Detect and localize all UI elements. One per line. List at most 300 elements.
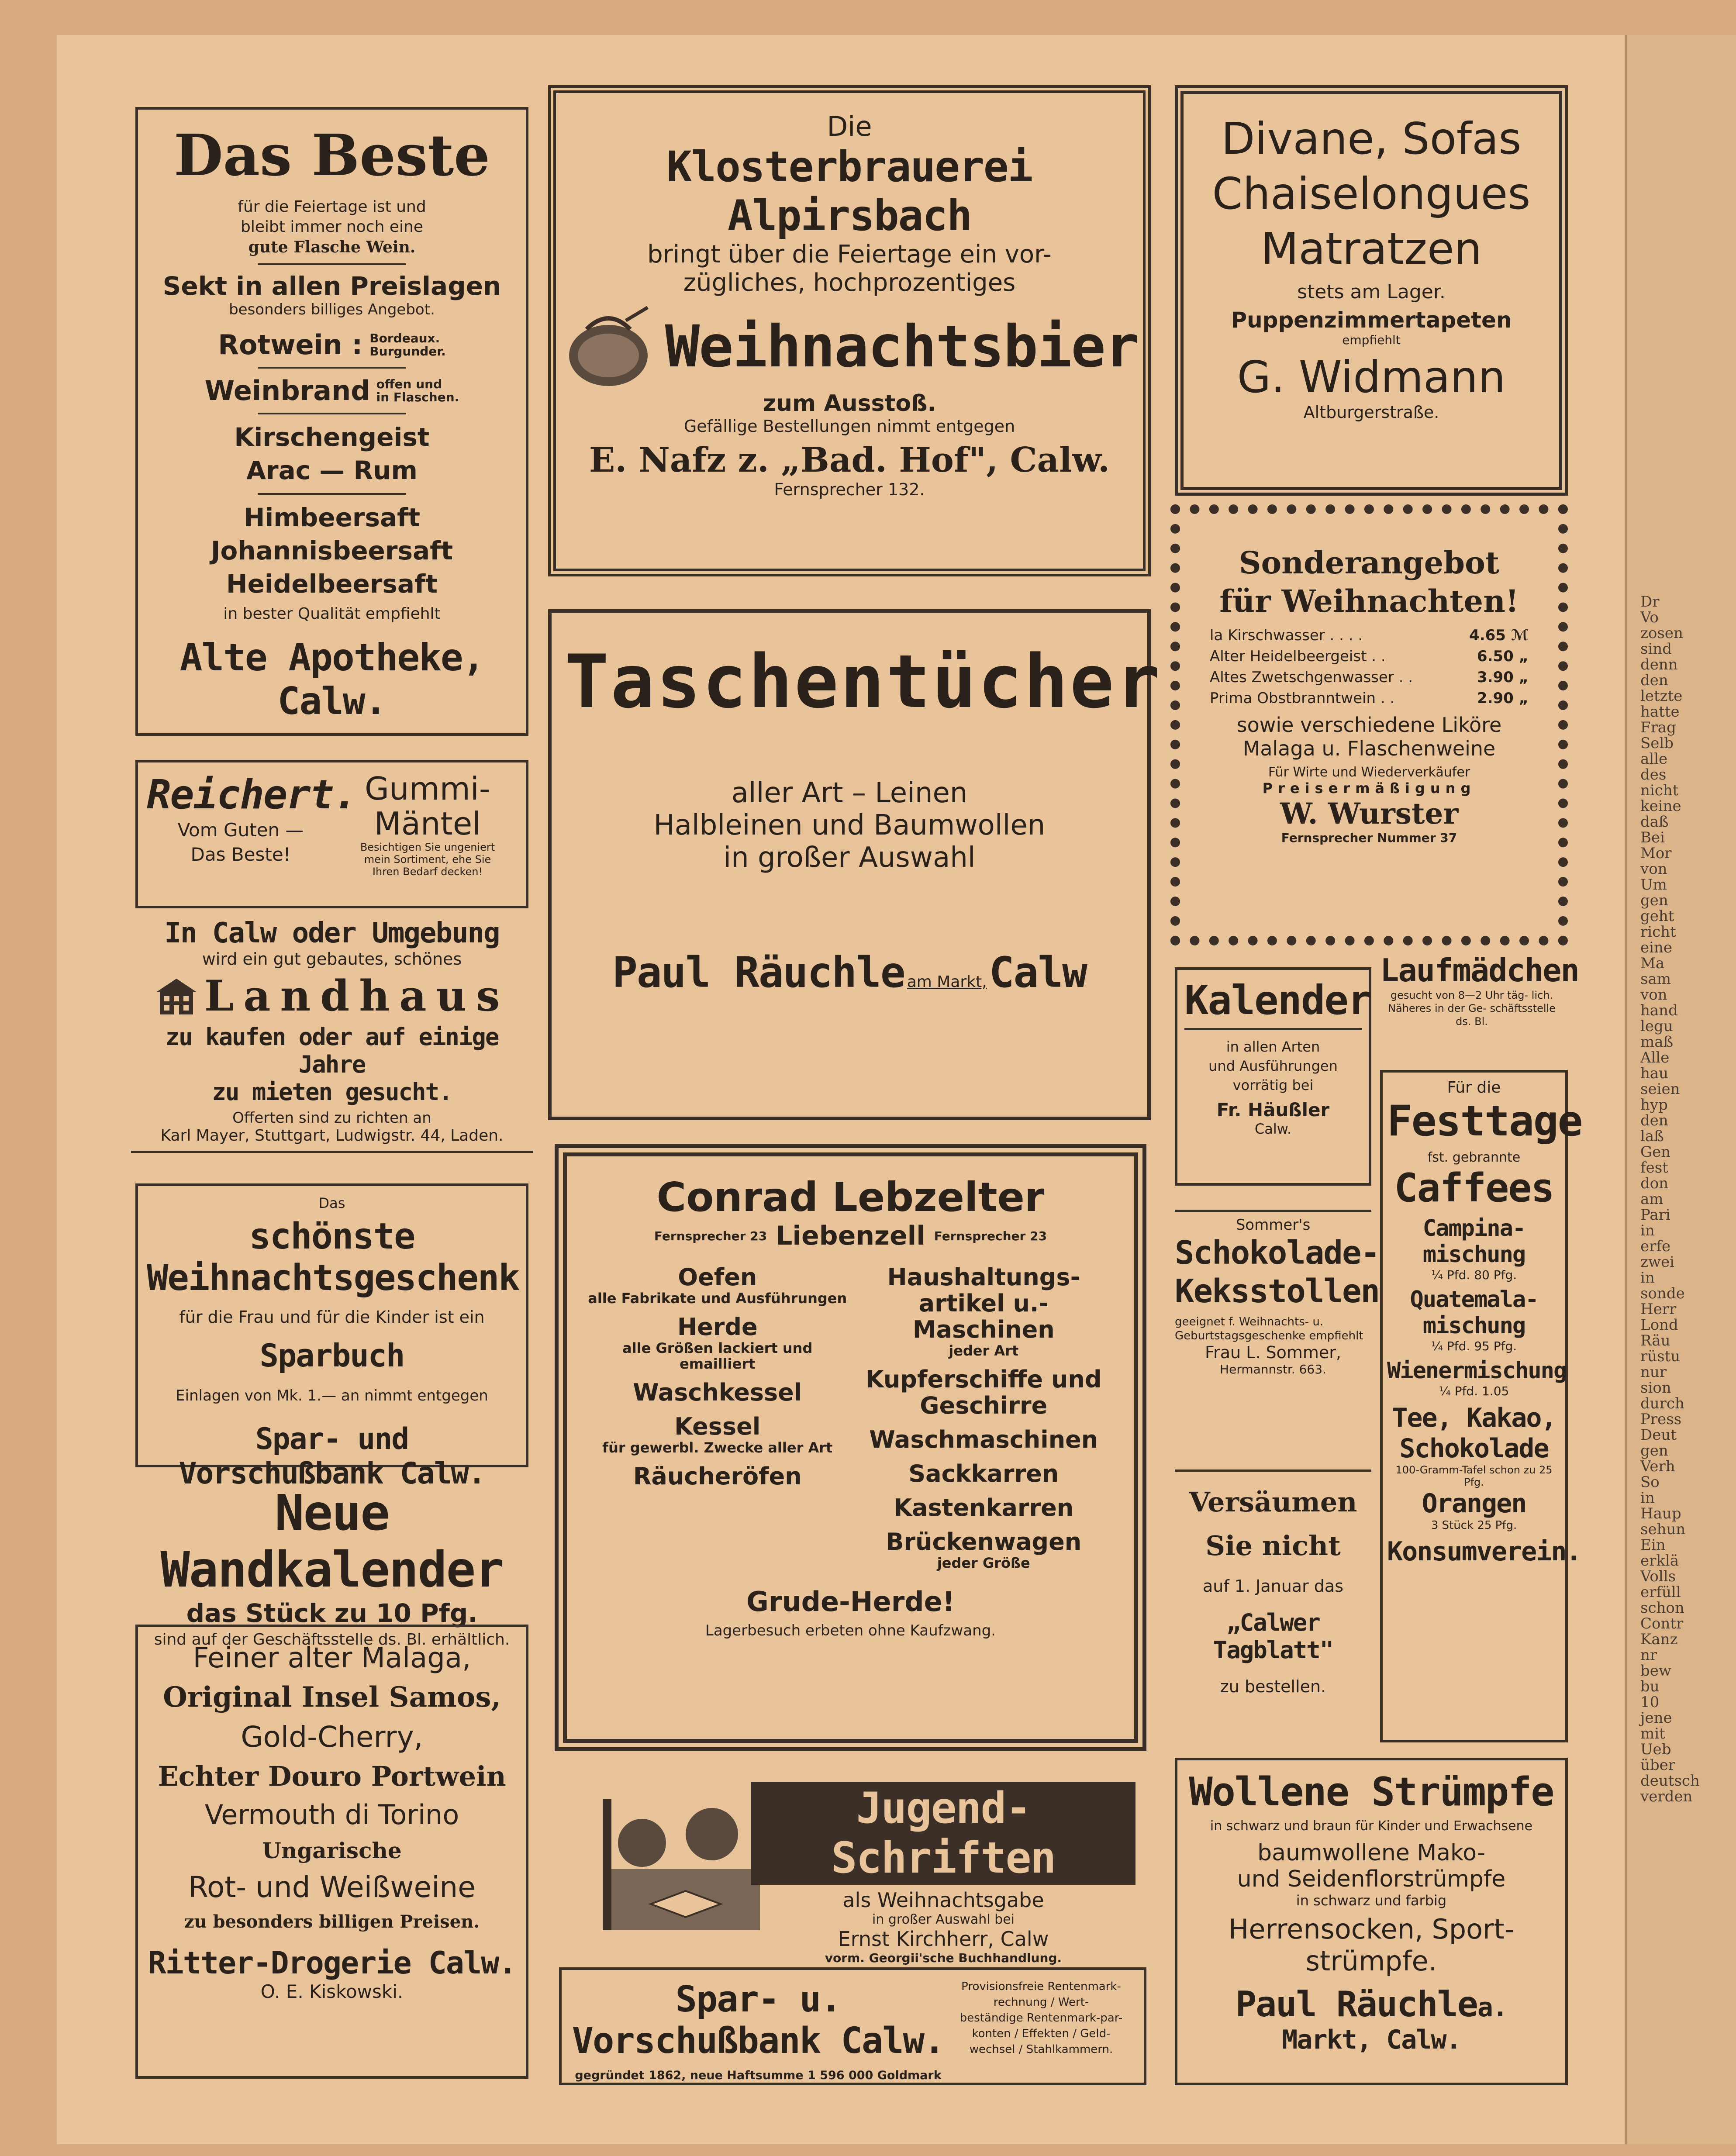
sonder-item-price: 2.90 „ xyxy=(1477,690,1529,707)
divane-l3: empfiehlt xyxy=(1342,333,1401,347)
jugend-l2: in großer Auswahl bei xyxy=(872,1912,1015,1927)
sonder-phone: Fernsprecher Nummer 37 xyxy=(1281,831,1457,845)
rotwein-sub-line: Bordeaux. xyxy=(369,331,440,345)
sommer-title xyxy=(1175,1234,1380,1311)
sparbuch-item: Sparbuch xyxy=(259,1337,404,1374)
lebzelter-item-sub: alle Größen lackiert und emailliert xyxy=(622,1340,813,1372)
kalender-title: Kalender xyxy=(1184,977,1362,1030)
jugend-shop: Ernst Kirchherr, Calw xyxy=(838,1927,1049,1951)
sonder-item xyxy=(1210,667,1529,688)
edge-fragment: nicht xyxy=(1640,782,1679,799)
kloster-l4: Gefällige Bestellungen nimmt entgegen xyxy=(683,417,1015,436)
saefte xyxy=(147,501,517,600)
lebzelter-item-head: Kessel xyxy=(674,1413,761,1440)
sonder-item-name: Altes Zwetschgenwasser . . xyxy=(1210,669,1413,686)
fest-orangen: Orangen xyxy=(1422,1488,1526,1519)
weinbrand-sub xyxy=(376,378,459,404)
lebzelter-item xyxy=(584,1314,851,1372)
sonder-price-list xyxy=(1210,625,1529,709)
divane-line: Matratzen xyxy=(1261,223,1482,274)
sonder-item-price: 4.65 ℳ xyxy=(1469,627,1529,644)
edge-fragment: rüstu xyxy=(1640,1348,1681,1365)
lebzelter-item-head: Sackkarren xyxy=(908,1460,1059,1487)
rotwein-label: Rotwein : xyxy=(218,329,363,361)
landhaus-title-row xyxy=(131,971,533,1021)
sparbank-right xyxy=(947,1979,1135,2082)
edge-fragment: in xyxy=(1640,1269,1655,1287)
malaga-line: Echter Douro Portwein xyxy=(158,1760,506,1792)
edge-fragment: Ein xyxy=(1640,1536,1666,1554)
fest-coffee-list xyxy=(1387,1215,1567,1398)
sonder-item-name: la Kirschwasser . . . . xyxy=(1210,627,1363,644)
reichert-left xyxy=(147,771,357,878)
sparbuch-top: Das xyxy=(318,1195,345,1211)
lebzelter-name: Conrad Lebzelter xyxy=(656,1174,1045,1221)
quality-line: in bester Qualität empfiehlt xyxy=(223,605,441,623)
coffee-item xyxy=(1387,1358,1567,1398)
coffee-price: ¼ Pfd. 95 Pfg. xyxy=(1431,1339,1517,1353)
coffee-item xyxy=(1387,1287,1561,1353)
sonder-l3: Für Wirte und Wiederverkäufer xyxy=(1268,765,1470,780)
reichert-slogan xyxy=(147,818,335,867)
edge-fragment: Haup xyxy=(1640,1505,1681,1522)
sonder-item xyxy=(1210,688,1529,709)
lebzelter-item xyxy=(851,1461,1117,1487)
sonder-title-line: Sonderangebot xyxy=(1239,545,1500,581)
jugend-title: Jugend-Schriften xyxy=(751,1782,1135,1885)
lebzelter-item-head: Räucheröfen xyxy=(633,1463,802,1490)
coffee-name: Wienermischung xyxy=(1387,1358,1567,1384)
lebzelter-item xyxy=(584,1380,851,1406)
ad-sonderangebot xyxy=(1170,504,1568,945)
kloster-l1: bringt über die Feiertage ein vor- xyxy=(647,240,1052,269)
kloster-beer: Weihnachtsbier xyxy=(665,313,1139,380)
lebzelter-item-sub: jeder Größe xyxy=(937,1555,1030,1571)
edge-fragment: Um xyxy=(1640,876,1667,893)
lebzelter-item-sub: jeder Art xyxy=(949,1342,1019,1359)
lebzelter-item-head: Brückenwagen xyxy=(886,1528,1082,1556)
ad-festtage xyxy=(1380,1070,1582,1742)
lebzelter-item-sub: alle Fabrikate und Ausführungen xyxy=(588,1290,847,1307)
landhaus-l4: zu mieten gesucht. xyxy=(212,1078,452,1106)
lebzelter-visit: Lagerbesuch erbeten ohne Kaufzwang. xyxy=(705,1622,996,1639)
edge-fragment: seien xyxy=(1640,1080,1680,1098)
rotwein-row xyxy=(147,329,517,361)
reichert-product xyxy=(338,771,517,841)
versaeumen-line: Sie nicht xyxy=(1205,1530,1341,1562)
edge-fragment: von xyxy=(1640,860,1667,878)
spirits xyxy=(147,421,517,487)
sommer-street: Hermannstr. 663. xyxy=(1220,1362,1326,1376)
lebzelter-item-head: Oefen xyxy=(678,1263,757,1291)
children-reading-icon xyxy=(594,1782,777,1943)
sparbank-note-line: rechnung / Wert- xyxy=(993,1996,1089,2009)
fest-title: Festtage xyxy=(1387,1097,1582,1145)
reichert-note xyxy=(338,841,517,878)
versaeumen-l2: zu bestellen. xyxy=(1220,1677,1326,1696)
tuecher-shop: Paul Räuchle xyxy=(612,948,905,997)
coffee-price: ¼ Pfd. 1.05 xyxy=(1439,1384,1509,1398)
product-line: Gummi- xyxy=(365,770,490,807)
landhaus-l3: zu kaufen oder auf einige Jahre xyxy=(165,1023,499,1078)
wandkalender-title: Neue Wandkalender xyxy=(160,1485,504,1598)
sparbuch-title: schönste Weihnachtsgeschenk xyxy=(147,1216,519,1299)
sparbuch-sub: für die Frau und für die Kinder ist ein xyxy=(179,1307,485,1327)
divane-lines xyxy=(1192,111,1550,276)
edge-fragment: laß xyxy=(1640,1128,1664,1145)
apotheke-name: Alte Apotheke, Calw. xyxy=(179,636,484,723)
malaga-line: zu besonders billigen Preisen. xyxy=(184,1911,480,1932)
ad-sparbank xyxy=(559,1967,1146,2085)
malaga-lines xyxy=(147,1639,517,1936)
landhaus-title: Landhaus xyxy=(204,971,510,1021)
fest-l1: fst. gebrannte xyxy=(1427,1150,1521,1165)
edge-fragment: hau xyxy=(1640,1065,1669,1082)
ad-struempfe xyxy=(1175,1758,1568,2085)
lebzelter-columns xyxy=(584,1264,1117,1579)
edge-fragment: hatte xyxy=(1640,703,1680,721)
wandkalender-note: sind auf der Geschäftsstelle ds. Bl. erhältlich. xyxy=(154,1631,510,1649)
ad-sommer xyxy=(1175,1210,1380,1472)
edge-fragment: bu xyxy=(1640,1678,1660,1695)
edge-fragment: jene xyxy=(1640,1709,1672,1727)
sommer-note: geeignet f. Weihnachts- u. Geburtstagsgeschenke empfiehlt xyxy=(1175,1315,1363,1342)
landhaus-l2: wird ein gut gebautes, schönes xyxy=(202,949,462,969)
divider xyxy=(258,413,406,414)
edge-fragment: Vo xyxy=(1640,609,1659,626)
sparbank-name: Spar- u. Vorschußbank Calw. xyxy=(572,1979,945,2062)
lebzelter-grude: Grude-Herde! xyxy=(746,1586,955,1618)
reichert-inner xyxy=(147,771,517,878)
sonder-item xyxy=(1210,646,1529,667)
lebzelter-item xyxy=(851,1366,1117,1419)
edge-fragment: den xyxy=(1640,1112,1668,1129)
struempfe-l6: strümpfe. xyxy=(1305,1945,1437,1977)
sommer-top: Sommer's xyxy=(1236,1216,1311,1234)
jugend-text xyxy=(751,1782,1135,1965)
rotwein-sub xyxy=(369,332,445,358)
sparbuch-note: Einlagen von Mk. 1.— an nimmt entgegen xyxy=(176,1387,488,1404)
lebzelter-item xyxy=(584,1264,851,1306)
edge-fragment: denn xyxy=(1640,656,1678,673)
edge-fragment: sam xyxy=(1640,970,1671,988)
slogan-line: Vom Guten — xyxy=(177,819,304,841)
sparbank-note-line: konten / Effekten / Geld- xyxy=(972,2027,1111,2040)
divane-line: Chaiselongues xyxy=(1212,168,1531,219)
divane-line: Divane, Sofas xyxy=(1221,113,1522,164)
edge-fragment: Volls xyxy=(1640,1568,1676,1585)
kloster-die: Die xyxy=(827,110,872,142)
edge-fragment: Herr xyxy=(1640,1300,1677,1318)
weinbrand-sub-line: offen und xyxy=(376,376,442,391)
sonder-item-price: 6.50 „ xyxy=(1477,648,1529,665)
edge-fragment: sehun xyxy=(1640,1521,1686,1538)
edge-fragments xyxy=(1640,594,1728,1804)
malaga-owner: O. E. Kiskowski. xyxy=(260,1981,404,2002)
kloster-title: Klosterbrauerei Alpirsbach xyxy=(666,142,1032,240)
rotwein-sub-line: Burgunder. xyxy=(369,344,446,359)
lebzelter-item-head: Kupferschiffe und Geschirre xyxy=(865,1366,1102,1419)
edge-fragment: schon xyxy=(1640,1599,1684,1617)
weinbrand-row xyxy=(147,375,517,407)
edge-fragment: gen xyxy=(1640,1442,1668,1459)
struempfe-title: Wollene Strümpfe xyxy=(1189,1769,1554,1815)
edge-fragment: legu xyxy=(1640,1018,1673,1035)
kloster-phone: Fernsprecher 132. xyxy=(774,480,925,499)
malaga-line: Gold-Cherry, xyxy=(241,1720,423,1754)
tee-line: Tee, Kakao, xyxy=(1392,1403,1556,1433)
edge-fragment: Selb xyxy=(1640,735,1674,752)
edge-fragment: gen xyxy=(1640,892,1668,909)
edge-fragment: Ma xyxy=(1640,955,1665,972)
lebzelter-item xyxy=(851,1264,1117,1359)
kalender-shop: Fr. Häußler xyxy=(1216,1099,1330,1121)
beste-title: Das Beste xyxy=(174,122,490,189)
edge-fragment: Lond xyxy=(1640,1316,1678,1334)
sommer-title-line: Keksstollen xyxy=(1175,1273,1380,1310)
edge-fragment: über xyxy=(1640,1756,1676,1774)
sparbuch-bank: Spar- und Vorschußbank Calw. xyxy=(179,1422,485,1491)
kalender-city: Calw. xyxy=(1254,1121,1292,1137)
weinbrand-label: Weinbrand xyxy=(204,375,370,407)
fest-orangen-price: 3 Stück 25 Pfg. xyxy=(1431,1519,1517,1532)
kalender-line: vorrätig bei xyxy=(1232,1077,1314,1094)
landhaus-l1: In Calw oder Umgebung xyxy=(164,917,500,949)
intro-line: für die Feiertage ist und xyxy=(238,198,426,216)
house-icon xyxy=(155,976,198,1016)
edge-fragment: Bei xyxy=(1640,829,1665,846)
sparbank-left xyxy=(570,1979,946,2082)
sonder-l4: Preisermäßigung xyxy=(1262,780,1476,797)
divider xyxy=(258,493,406,495)
tuecher-l3: in großer Auswahl xyxy=(723,842,976,874)
ad-lebzelter xyxy=(555,1144,1146,1751)
coffee-name: Quatemala- mischung xyxy=(1410,1287,1538,1339)
edge-fragment: Pari xyxy=(1640,1206,1670,1224)
edge-fragment: Alle xyxy=(1640,1049,1670,1066)
saft-line: Heidelbeersaft xyxy=(226,569,438,599)
fest-tee xyxy=(1387,1403,1561,1464)
malaga-line: Ungarische xyxy=(262,1838,402,1863)
lebzelter-item-head: Kastenkarren xyxy=(894,1494,1074,1521)
edge-fragment: Ueb xyxy=(1640,1741,1671,1758)
kloster-shop: E. Nafz z. „Bad. Hof", Calw. xyxy=(589,440,1110,480)
versaeumen-line: Versäumen xyxy=(1189,1486,1357,1518)
saft-line: Johannisbeersaft xyxy=(211,536,453,566)
ad-landhaus xyxy=(131,917,533,1153)
wandkalender-price: das Stück zu 10 Pfg. xyxy=(186,1598,478,1628)
tuecher-l2: Halbleinen und Baumwollen xyxy=(653,809,1046,842)
lebzelter-item-head: Herde xyxy=(677,1313,758,1341)
edge-fragment: in xyxy=(1640,1222,1655,1239)
fest-coffee: Caffees xyxy=(1394,1165,1554,1211)
tee-line: Schokolade xyxy=(1399,1433,1549,1464)
divane-l2: Puppenzimmertapeten xyxy=(1231,307,1512,333)
spirit-line: Kirschengeist xyxy=(234,422,430,452)
kalender-lines xyxy=(1184,1037,1362,1095)
fest-top: Für die xyxy=(1447,1079,1501,1097)
edge-fragment: sion xyxy=(1640,1379,1671,1397)
beste-intro xyxy=(147,197,517,257)
lauf-title: Laufmädchen xyxy=(1380,952,1579,989)
tuecher-title: Taschentücher xyxy=(565,639,1162,724)
saft-line: Himbeersaft xyxy=(243,503,421,532)
lebzelter-item-sub: für gewerbl. Zwecke aller Art xyxy=(602,1439,833,1456)
edge-fragment: don xyxy=(1640,1175,1669,1192)
struempfe-shop-suffix: a. Markt, Calw. xyxy=(1282,1992,1508,2055)
edge-fragment: nr xyxy=(1640,1646,1657,1664)
lebzelter-phone-right: Fernsprecher 23 xyxy=(934,1228,1047,1243)
edge-fragment: zwei xyxy=(1640,1253,1675,1271)
malaga-line: Feiner alter Malaga, xyxy=(193,1642,471,1674)
tuecher-city: Calw xyxy=(989,948,1087,997)
edge-fragment: maß xyxy=(1640,1033,1674,1051)
struempfe-l5: Herrensocken, Sport- xyxy=(1228,1913,1515,1945)
kalender-line: und Ausführungen xyxy=(1208,1058,1338,1074)
jugend-l1: als Weihnachtsgabe xyxy=(842,1888,1044,1912)
sommer-title-line: Schokolade- xyxy=(1175,1234,1380,1272)
ad-malaga xyxy=(135,1625,528,2079)
product-line: Mäntel xyxy=(374,805,481,842)
malaga-shop: Ritter-Drogerie Calw. xyxy=(148,1945,516,1981)
struempfe-shop-row xyxy=(1186,1984,1557,2055)
coffee-name: Campina- mischung xyxy=(1422,1215,1525,1268)
edge-fragment: den xyxy=(1640,672,1668,689)
ad-laufmaedchen xyxy=(1380,952,1579,1057)
note-line: Besichtigen Sie ungeniert xyxy=(360,841,495,853)
adjacent-page-edge xyxy=(1625,35,1736,2144)
sparbank-sub: gegründet 1862, neue Haftsumme 1 596 000 Goldmark xyxy=(575,2069,942,2082)
spirit-line: Arac — Rum xyxy=(246,455,418,485)
edge-fragment: erfe xyxy=(1640,1238,1671,1255)
malaga-line: Vermouth di Torino xyxy=(204,1799,459,1831)
intro-line: bleibt immer noch eine xyxy=(241,218,423,236)
edge-fragment: deutsch xyxy=(1640,1772,1700,1790)
ad-taschentuecher xyxy=(548,609,1162,1120)
edge-fragment: zosen xyxy=(1640,624,1683,642)
reichert-right xyxy=(338,771,517,878)
sonder-item xyxy=(1210,625,1529,646)
divane-l1: stets am Lager. xyxy=(1297,281,1446,303)
malaga-line: Rot- und Weißweine xyxy=(188,1870,476,1904)
sonder-title-line: für Weihnachten! xyxy=(1219,583,1519,619)
versaeumen-l1: auf 1. Januar das xyxy=(1202,1576,1344,1596)
sonder-shop: W. Wurster xyxy=(1280,797,1459,831)
ad-wandkalender xyxy=(131,1485,533,1649)
edge-fragment: 10 xyxy=(1640,1694,1660,1711)
ad-jugendschriften xyxy=(559,1782,1140,1965)
ad-kalender xyxy=(1175,967,1371,1186)
note-line: Ihren Bedarf decken! xyxy=(372,866,483,878)
kalender-line: in allen Arten xyxy=(1226,1038,1320,1055)
landhaus-l5: Offerten sind zu richten an xyxy=(232,1109,431,1127)
divane-shop: G. Widmann xyxy=(1237,352,1506,403)
ad-reichert xyxy=(135,760,528,908)
kloster-l3: zum Ausstoß. xyxy=(763,390,936,417)
note-line: mein Sortiment, ehe Sie xyxy=(364,853,491,866)
lebzelter-item-head: Haushaltungs- artikel u.-Maschinen xyxy=(887,1263,1080,1343)
weinbrand-sub-line: in Flaschen. xyxy=(376,390,459,404)
sekt-sub: besonders billiges Angebot. xyxy=(229,301,435,318)
lebzelter-item xyxy=(851,1495,1117,1521)
edge-fragment: Verh xyxy=(1640,1458,1675,1475)
struempfe-l3: und Seidenflorstrümpfe xyxy=(1237,1866,1506,1892)
lebzelter-item xyxy=(851,1427,1117,1453)
edge-fragment: erklä xyxy=(1640,1552,1679,1570)
lebzelter-item-head: Waschkessel xyxy=(633,1379,802,1406)
lebzelter-right-col xyxy=(851,1264,1117,1579)
struempfe-l4: in schwarz und farbig xyxy=(1296,1892,1447,1909)
sonder-item-price: 3.90 „ xyxy=(1477,669,1529,686)
edge-fragment: hand xyxy=(1640,1002,1678,1019)
edge-fragment: richt xyxy=(1640,923,1676,941)
sonder-item-name: Alter Heidelbeergeist . . xyxy=(1210,648,1386,665)
tuecher-shop-row xyxy=(565,948,1134,997)
edge-fragment: bew xyxy=(1640,1662,1671,1680)
ad-das-beste xyxy=(135,107,528,736)
edge-fragment: durch xyxy=(1640,1395,1684,1412)
edge-fragment: fest xyxy=(1640,1159,1668,1176)
lebzelter-phone-left: Fernsprecher 23 xyxy=(654,1228,767,1243)
sonder-l2: Malaga u. Flaschenweine xyxy=(1242,737,1496,760)
versaeumen-lines xyxy=(1175,1480,1371,1568)
sekt-line: Sekt in allen Preislagen xyxy=(162,271,501,301)
sparbank-inner xyxy=(570,1979,1135,2082)
fest-shop: Konsumverein. xyxy=(1387,1536,1581,1567)
edge-fragment: Deut xyxy=(1640,1426,1677,1444)
edge-fragment: sonde xyxy=(1640,1285,1685,1302)
versaeumen-paper: „Calwer Tagblatt" xyxy=(1213,1609,1333,1664)
kloster-beer-row xyxy=(569,303,1139,390)
tuecher-l1: aller Art – Leinen xyxy=(731,777,968,809)
sonder-l1: sowie verschiedene Liköre xyxy=(1236,713,1502,737)
sparbank-note-line: Provisionsfreie Rentenmark- xyxy=(961,1980,1121,1993)
beer-barrel-icon xyxy=(560,303,656,390)
sparbank-note-line: beständige Rentenmark-par- xyxy=(959,2011,1123,2025)
landhaus-l6: Karl Mayer, Stuttgart, Ludwigstr. 44, Laden. xyxy=(160,1127,504,1145)
sonder-item-name: Prima Obstbranntwein . . xyxy=(1210,690,1395,707)
edge-fragment: Kanz xyxy=(1640,1631,1678,1648)
divider xyxy=(131,1151,533,1153)
edge-fragment: alle xyxy=(1640,750,1668,768)
edge-fragment: Frag xyxy=(1640,719,1676,736)
edge-fragment: keine xyxy=(1640,797,1681,815)
edge-fragment: in xyxy=(1640,1489,1655,1507)
edge-fragment: sind xyxy=(1640,640,1672,658)
edge-fragment: hyp xyxy=(1640,1096,1668,1114)
edge-fragment: des xyxy=(1640,766,1667,783)
lebzelter-item-head: Waschmaschinen xyxy=(869,1426,1098,1453)
ad-divane xyxy=(1175,85,1568,496)
edge-fragment: Gen xyxy=(1640,1143,1671,1161)
lebzelter-item xyxy=(584,1463,851,1490)
edge-fragment: Press xyxy=(1640,1411,1682,1428)
ad-versaeumen xyxy=(1175,1480,1371,1725)
sparbank-note-line: wechsel / Stahlkammern. xyxy=(969,2043,1113,2056)
divane-street: Altburgerstraße. xyxy=(1303,403,1439,422)
edge-fragment: von xyxy=(1640,986,1667,1004)
struempfe-shop: Paul Räuchle xyxy=(1235,1984,1477,2025)
jugend-l3: vorm. Georgii'sche Buchhandlung. xyxy=(825,1951,1062,1965)
struempfe-l1: in schwarz und braun für Kinder und Erwachsene xyxy=(1210,1818,1533,1834)
edge-fragment: erfüll xyxy=(1640,1583,1681,1601)
edge-fragment: Räu xyxy=(1640,1332,1670,1349)
fest-tafel: 100-Gramm-Tafel schon zu 25 Pfg. xyxy=(1395,1464,1553,1488)
divider xyxy=(258,367,406,369)
coffee-item xyxy=(1387,1215,1561,1282)
edge-fragment: letzte xyxy=(1640,687,1683,705)
edge-fragment: eine xyxy=(1640,939,1673,956)
